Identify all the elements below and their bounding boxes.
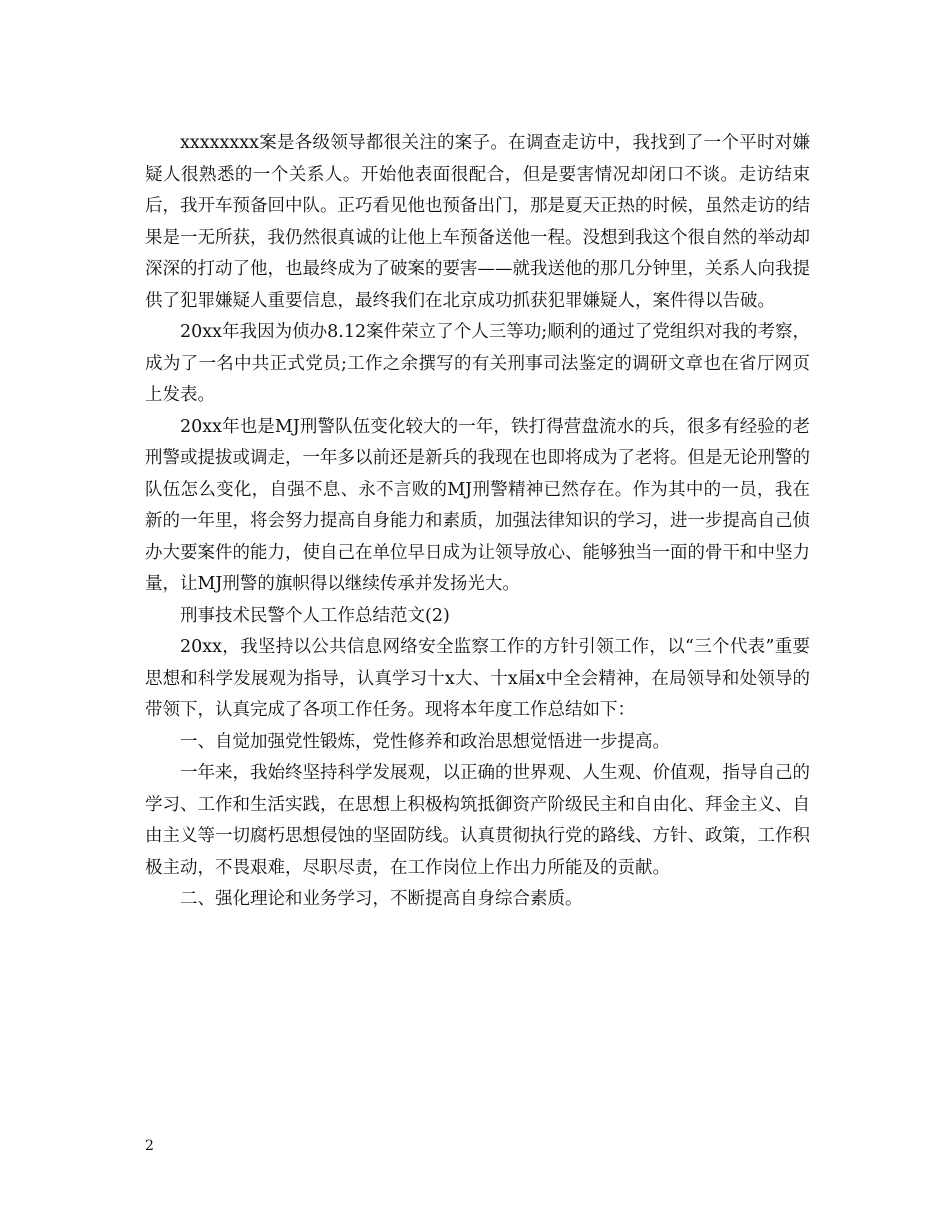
paragraph-party-spirit: 一年来，我始终坚持科学发展观，以正确的世界观、人生观、价值观，指导自己的学习、工作和生活实践，在思想上积极构筑抵御资产阶级民主和自由化、拜金主义、自由主义等一切腐朽思想侵蚀的坚固防线。认真贯彻执行党的路线、方针、政策，工作积极主动，不畏艰难，尽职尽责，在工作岗位上作出力所能及的贡献。: [145, 763, 810, 878]
paragraph-case-story: xxxxxxxx案是各级领导都很关注的案子。在调查走访中，我找到了一个平时对嫌疑人很熟悉的一个关系人。开始他表面很配合，但是要害情况却闭口不谈。走访结束后，我开车预备回中队。正巧看见他也预备出门，那是夏天正热的时候，虽然走访的结果是一无所获，我仍然很真诚的让他上车预备送他一程。没想到我这个很自然的举动却深深的打动了他，也最终成为了破案的要害——就我送他的那几分钟里，关系人向我提供了犯罪嫌疑人重要信息，最终我们在北京成功抓获犯罪嫌疑人，案件得以告破。: [145, 133, 810, 311]
heading-party-spirit: 一、自觉加强党性锻炼，党性修养和政治思想觉悟进一步提高。: [180, 731, 670, 752]
section-title: 刑事技术民警个人工作总结范文(2): [180, 605, 450, 626]
heading-study: 二、强化理论和业务学习，不断提高自身综合素质。: [180, 889, 583, 909]
page-number: 2: [145, 1138, 154, 1154]
paragraph-intro: 20xx，我坚持以公共信息网络安全监察工作的方针引领工作，以“三个代表”重要思想和科学发展观为指导，认真学习十x大、十x届x中全会精神，在局领导和处领导的带领下，认真完成了各项工作任务。现将本年度工作总结如下：: [145, 637, 810, 720]
paragraph-team-changes: 20xx年也是MJ刑警队伍变化较大的一年，铁打得营盘流水的兵，很多有经验的老刑警或提拔或调走，一年多以前还是新兵的我现在也即将成为了老将。但是无论刑警的队伍怎么变化，自强不息、永不言败的MJ刑警精神已然存在。作为其中的一员，我在新的一年里，将会努力提高自身能力和素质，加强法律知识的学习，进一步提高自己侦办大要案件的能力，使自己在单位早日成为让领导放心、能够独当一面的骨干和中坚力量，让MJ刑警的旗帜得以继续传承并发扬光大。: [145, 416, 810, 594]
paragraph-merit-award: 20xx年我因为侦办8.12案件荣立了个人三等功;顺利的通过了党组织对我的考察，成为了一名中共正式党员;工作之余撰写的有关刑事司法鉴定的调研文章也在省厅网页上发表。: [145, 322, 810, 405]
document-body: [145, 128, 810, 916]
